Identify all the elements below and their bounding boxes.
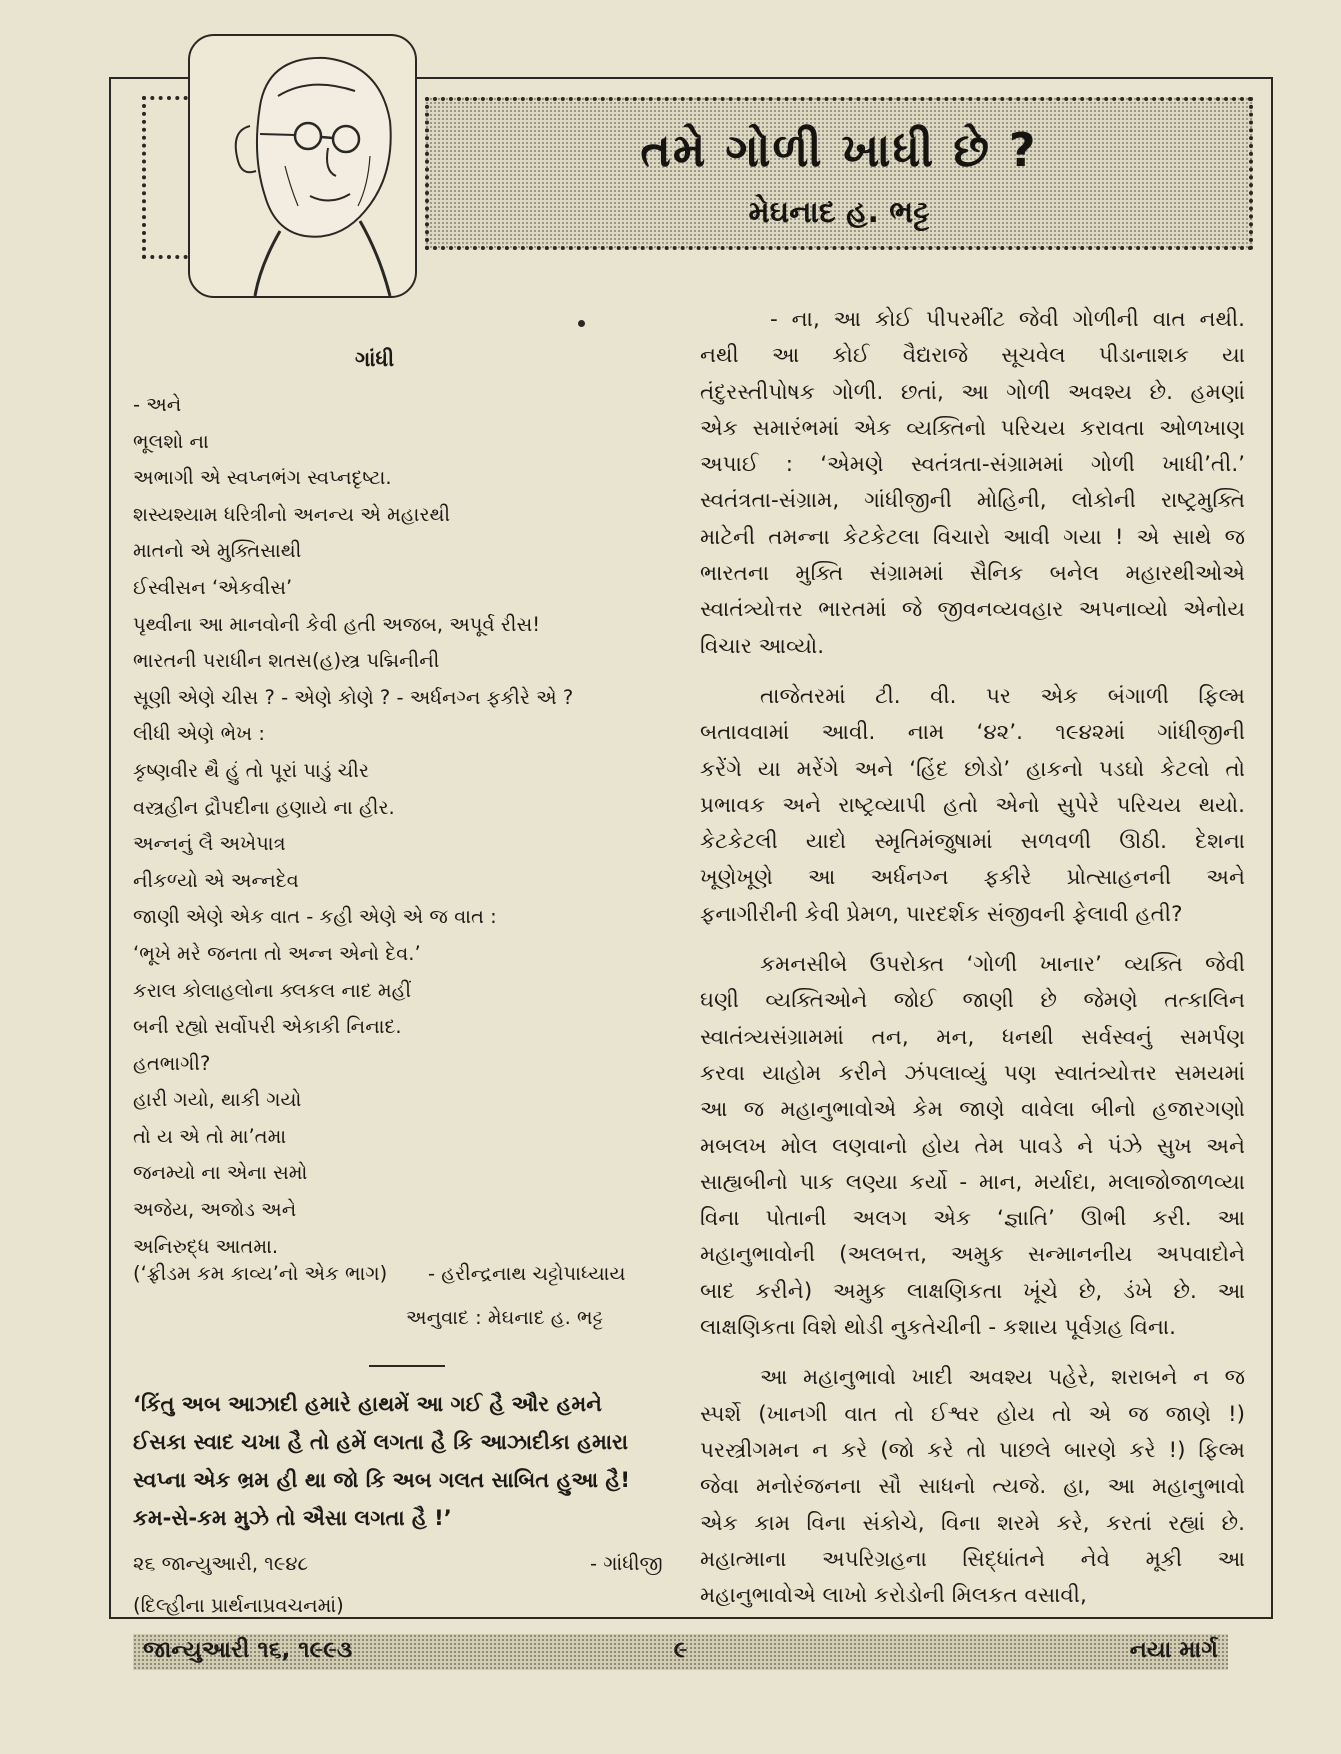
quote-date: ૨૬ જાન્યુઆરી, ૧૯૪૮ xyxy=(133,1552,309,1575)
poem-line: ભારતની પરાધીન શતસ(હ)સ્ત્ર પદ્મિનીની xyxy=(133,649,440,673)
poem-line: શસ્યશ્યામ ધરિત્રીનો અનન્ય એ મહારથી xyxy=(133,502,451,526)
poem-poet: - હરીન્દ્રનાથ ચટ્ટોપાધ્યાય xyxy=(428,1262,626,1285)
poem-line: ‘ભૂખે મરે જનતા તો અન્ન એનો દેવ.’ xyxy=(133,941,421,965)
article-paragraph xyxy=(700,302,1245,665)
quote-line: ‘કિંતુ અબ આઝાદી હમારે હાથમેં આ ગઈ હૈ ઔર હમને xyxy=(133,1392,602,1416)
bullet-dot xyxy=(578,320,585,327)
poem-line: - અને xyxy=(133,393,182,416)
article-line: મહાત્માના અપરિગ્રહના સિદ્ધાંતને નેવે મૂકી આ xyxy=(700,1546,1245,1572)
poem-line: અન્નનું લૈ અખેપાત્ર xyxy=(133,832,286,856)
article-line: મહાનુભાવોએ લાખો કરોડોની મિલકત વસાવી, xyxy=(700,1583,1087,1609)
poem-line: લીધી એણે ભેખ : xyxy=(133,722,265,746)
article-line: પ્રભાવક અને રાષ્ટ્રવ્યાપી હતો એનો સુપેરે પરિચય થયો. xyxy=(700,792,1245,818)
article-line: આ જ મહાનુભાવોએ કેમ જાણે વાવેલા બીનો હજારગણો xyxy=(700,1097,1245,1123)
poem-line: હારી ગયો, થાકી ગયો xyxy=(133,1088,302,1112)
article-line: વિના પોતાની અલગ એક ‘જ્ઞાતિ’ ઊભી કરી. આ xyxy=(700,1206,1245,1232)
gandhi-portrait xyxy=(188,34,417,298)
article-line: કમનસીબે ઉપરોક્ત ‘ગોળી ખાનાર’ વ્યક્તિ જેવી xyxy=(760,952,1245,978)
poem-line: અભાગી એ સ્વપ્નભંગ સ્વપ્નદૃષ્ટા. xyxy=(133,466,392,490)
article-line: માટેની તમન્ના કેટકેટલા વિચારો આવી ગયા ! એ સાથે જ xyxy=(700,524,1245,550)
poem-line: હતભાગી? xyxy=(133,1051,211,1075)
poem-line: નીકળ્યો એ અન્નદેવ xyxy=(133,868,299,892)
article-line: મહાનુભાવોની (અલબત્ત, અમુક સન્માનનીય અપવાદોને xyxy=(700,1242,1245,1268)
footer-date: જાન્યુઆરી ૧૬, ૧૯૯૩ xyxy=(143,1637,353,1663)
quote-context: (દિલ્હીના પ્રાર્થનાપ્રવચનમાં) xyxy=(133,1594,344,1617)
quote-attribution: - ગાંધીજી xyxy=(590,1552,663,1575)
poem-title: ગાંધી xyxy=(355,347,395,371)
article-body xyxy=(700,302,1245,1614)
article-line: કેટકેટલી યાદો સ્મૃતિમંજુષામાં સળવળી ઊઠી. દેશના xyxy=(700,829,1245,855)
poem-line: ઈસ્વીસન ‘એકવીસ’ xyxy=(133,575,293,599)
article-line: જેવા મનોરંજનના સૌ સાધનો ત્યજે. હા, આ મહાનુભાવો xyxy=(700,1474,1245,1500)
article-line: ઘણી વ્યક્તિઓને જોઈ જાણી છે જેમણે તત્કાલિન xyxy=(700,988,1245,1014)
article-line: આ મહાનુભાવો ખાદી અવશ્ય પહેરે, શરાબને ન જ xyxy=(760,1365,1245,1391)
poem-line: જનમ્યો ના એના સમો xyxy=(133,1161,308,1185)
page-footer xyxy=(133,1634,1228,1670)
poem-line: ભૂલશો ના xyxy=(133,429,209,453)
quote-line: કમ-સે-કમ મુઝે તો ઐસા લગતા હૈ !’ xyxy=(133,1506,452,1530)
article-line: સ્વતંત્રતા-સંગ્રામ, ગાંધીજીની મોહિની, લોકોની રાષ્ટ્રમુક્તિ xyxy=(700,488,1245,514)
poem-source: (‘ફ્રીડમ કમ કાવ્ય’નો એક ભાગ) xyxy=(133,1262,388,1285)
article-line: લાક્ષણિકતા વિશે થોડી નુકતેચીની - કશાય પૂર્વગ્રહ વિના. xyxy=(700,1315,1176,1341)
poem-line: પૃથ્વીના આ માનવોની કેવી હતી અજબ, અપૂર્વ રીસ! xyxy=(133,612,541,636)
poem-line: વસ્ત્રહીન દ્રૌપદીના હણાયે ના હીર. xyxy=(133,795,395,819)
poem-line: બની રહ્યો સર્વોપરી એકાકી નિનાદ. xyxy=(133,1015,402,1039)
poem-line: માતનો એ મુક્તિસાથી xyxy=(133,539,302,563)
article-line: ભારતના મુક્તિ સંગ્રામમાં સૈનિક બનેલ મહારથીઓએ xyxy=(700,561,1245,587)
article-line: કરેંગે યા મરેંગે અને ‘હિંદ છોડો’ હાકનો પડઘો કેટલો તો xyxy=(700,756,1245,782)
article-line: બાદ કરીને) અમુક લાક્ષણિકતા ખૂંચે છે, ડંખે છે. આ xyxy=(700,1278,1245,1304)
gandhi-portrait-sketch xyxy=(190,36,415,296)
article-author: મેઘનાદ હ. ભટ્ટ xyxy=(748,195,930,230)
page-number: ૯ xyxy=(673,1637,688,1663)
article-line: સ્વાતંત્ર્યસંગ્રામમાં તન, મન, ધનથી સર્વસ્વનું સમર્પણ xyxy=(700,1024,1245,1050)
poem-line: અનિરુદ્ધ આતમા. xyxy=(133,1234,279,1258)
quote-line: સ્વપ્ના એક ભ્રમ હી થા જો કિ અબ ગલત સાબિત હુઆ હૈ! xyxy=(133,1468,630,1492)
article-line: પરસ્ત્રીગમન ન કરે (જો કરે તો પાછલે બારણે કરે !) ફિલ્મ xyxy=(700,1437,1245,1463)
poem-line: જાણી એણે એક વાત - કહી એણે એ જ વાત : xyxy=(133,905,497,929)
article-line: મબલખ મોલ લણવાનો હોય તેમ પાવડે ને પંઝે સુખ અને xyxy=(700,1133,1245,1159)
article-line: તંદુરસ્તીપોષક ગોળી. છતાં, આ ગોળી અવશ્ય છે. હમણાં xyxy=(700,379,1245,405)
poem-line: કૃષ્ણવીર થૈ હું તો પૂરાં પાડું ચીર xyxy=(133,758,369,782)
article-line: ખૂણેખૂણે આ અર્ધનગ્ન ફકીરે પ્રોત્સાહનની અને xyxy=(700,865,1245,891)
poem-line: સૂણી એણે ચીસ ? - એણે કોણે ? - અર્ધનગ્ન ફકીરે એ ? xyxy=(133,685,574,709)
article-line: - ના, આ કોઈ પીપરમીંટ જેવી ગોળીની વાત નથી. xyxy=(770,307,1245,332)
article-line: સાહ્યબીનો પાક લણ્યા કર્યો - માન, મર્યાદા, મલાજોજાળવ્યા xyxy=(700,1169,1245,1195)
article-paragraph xyxy=(700,1360,1245,1614)
paragraph-gap xyxy=(700,1346,1245,1360)
poem-line: તો ય એ તો મા’તમા xyxy=(133,1124,287,1148)
title-banner xyxy=(425,97,1253,250)
poem-lines xyxy=(133,387,693,1265)
article-line: એક સમારંભમાં એક વ્યક્તિનો પરિચય કરાવતા ઓળખાણ xyxy=(700,415,1245,441)
article-title: તમે ગોળી ખાધી છે ? xyxy=(640,123,1038,177)
article-paragraph xyxy=(700,679,1245,933)
article-line: બતાવવામાં આવી. નામ ‘૪૨’. ૧૯૪૨માં ગાંધીજીની xyxy=(700,720,1245,746)
poem-line: અજેય, અજોડ અને xyxy=(133,1198,297,1222)
article-line: સ્પર્શે (ખાનગી વાત તો ઈશ્વર હોય તો એ જ જાણે !) xyxy=(700,1401,1245,1427)
article-line: નથી આ કોઈ વૈદ્યરાજે સૂચવેલ પીડાનાશક યા xyxy=(700,343,1245,369)
article-line: વિચાર આવ્યો. xyxy=(700,633,825,659)
article-paragraph xyxy=(700,947,1245,1346)
paragraph-gap xyxy=(700,933,1245,947)
magazine-name: નયા માર્ગ xyxy=(1129,1637,1218,1663)
quote-line: ઈસકા સ્વાદ ચખા હૈ તો હમેં લગતા હૈ કિ આઝાદીકા હમારા xyxy=(133,1430,629,1454)
article-line: કરવા યાહોમ કરીને ઝંપલાવ્યું પણ સ્વાતંત્ર્યોત્તર સમયમાં xyxy=(700,1060,1245,1086)
poem-line: કરાલ કોલાહલોના ક્લકલ નાદ મહીં xyxy=(133,978,412,1002)
article-line: એક કામ વિના સંકોચે, વિના શરમે કરે, કરતાં રહ્યાં છે. xyxy=(700,1510,1245,1536)
article-line: અપાઈ : ‘એમણે સ્વતંત્રતા-સંગ્રામમાં ગોળી ખાધી’તી.’ xyxy=(700,452,1245,478)
paragraph-gap xyxy=(700,665,1245,679)
section-divider xyxy=(369,1365,445,1367)
article-line: સ્વાતંત્ર્યોત્તર ભારતમાં જે જીવનવ્યવહાર અપનાવ્યો એનોય xyxy=(700,597,1245,623)
article-line: તાજેતરમાં ટી. વી. પર એક બંગાળી ફિલ્મ xyxy=(760,683,1245,709)
article-line: ફનાગીરીની કેવી પ્રેમળ, પારદર્શક સંજીવની ફેલાવી હતી? xyxy=(700,901,1183,927)
poem-translator: અનુવાદ : મેઘનાદ હ. ભટ્ટ xyxy=(406,1306,604,1329)
gandhi-quote xyxy=(133,1385,668,1537)
